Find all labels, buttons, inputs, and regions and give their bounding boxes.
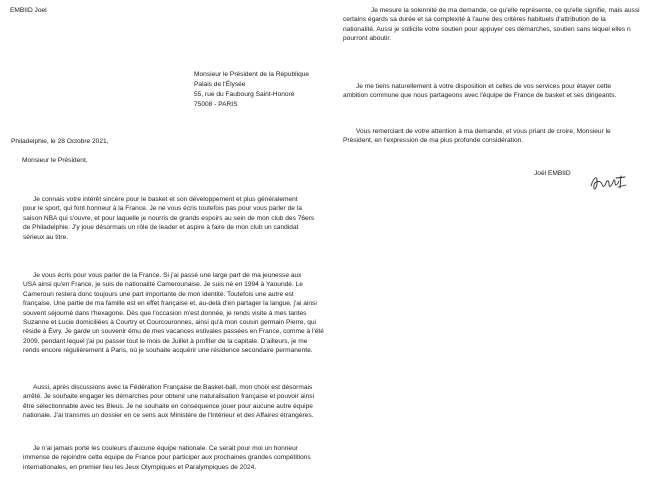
left-paragraph-2 bbox=[23, 271, 324, 356]
text-line: rends encore régulièrement à Paris, où je souhaite acquérir une résidence secondaire permanente. bbox=[23, 347, 313, 355]
text-line: Je n'ai jamais porté les couleurs d'aucune équipe nationale. Ce serait pour moi un honneur bbox=[33, 445, 298, 452]
text-line: Cameroun restera donc toujours une part importante de mon identité. Toutefois une autre est bbox=[23, 290, 294, 298]
recipient-line: 75008 - PARIS bbox=[194, 101, 238, 108]
text-line: arrêté. Je souhaite engager les démarches pour obtenir une naturalisation française et pouvoir ainsi bbox=[23, 393, 315, 401]
recipient-line: Palais de l'Élysée bbox=[194, 81, 246, 88]
text-line: USA ainsi qu'en France, je suis de nationalité Camerounaise. Je suis né en 1994 à Yaoundé. Le bbox=[23, 281, 303, 289]
text-line: Vous remerciant de votre attention à ma demande, et vous priant de croire, Monsieur le bbox=[356, 128, 611, 135]
text-line: pour le sport, qui font honneur à la France. Je ne vous écris toutefois pas pour vous parler de la bbox=[23, 205, 302, 213]
left-paragraph-1 bbox=[23, 195, 315, 242]
right-paragraph-1 bbox=[343, 6, 640, 44]
text-line: saison NBA qui s'ouvre, et pour laquelle je nourris de grands espoirs au sein de mon club des 76ers bbox=[23, 214, 315, 222]
text-line: réside à Évry. Je garde un souvenir ému de mes vacances estivales passées en France, comme à l'été bbox=[23, 328, 324, 336]
recipient-line: 55, rue du Faubourg Saint-Honoré bbox=[194, 91, 295, 98]
text-line: pourront aboutir. bbox=[343, 35, 392, 43]
text-line: nationalité. Aussi je sollicite votre soutien pour appuyer ces démarches, soutien sans lequel elles n bbox=[343, 25, 631, 33]
text-line: Je connais votre intérêt sincère pour le basket et son développement et plus généralement bbox=[33, 196, 298, 203]
text-line: française. Une partie de ma famille est en effet française et, au-delà d'en partager la langue, j'ai ainsi bbox=[23, 300, 317, 308]
left-paragraph-3 bbox=[23, 383, 315, 421]
text-line: de Philadelphie. J'y joue désormais un rôle de leader et aspire à faire de mon club un candidat bbox=[23, 224, 299, 232]
text-line: 2009, pendant lequel j'ai pu passer tout le mois de Juillet à profiter de la capitale. D'ailleurs, je me bbox=[23, 337, 308, 345]
recipient-line: Monsieur le Président de la République bbox=[194, 71, 310, 78]
text-line: Aussi, après discussions avec la Fédération Française de Basket-ball, mon choix est désormais bbox=[33, 384, 313, 391]
text-line: nationale. J'ai transmis un dossier en ce sens aux Ministère de l'Intérieur et des Affaires étrangères. bbox=[23, 412, 314, 420]
text-line: souvent séjourné dans l'hexagone. Dès que l'occasion m'est donnée, je rends visite à mes tantes bbox=[23, 309, 307, 317]
right-paragraph-2 bbox=[343, 82, 617, 101]
text-line: certains égards sa durée et sa complexité à l'aune des critères habituels d'attribution de la bbox=[343, 16, 606, 24]
text-line: Suzanne et Lucie domiciliées à Courtry et Courcouronnes, ainsi qu'à mon cousin germain Pierre, qui bbox=[23, 319, 317, 327]
text-line: internationales, en premier lieu les Jeux Olympiques et Paralympiques de 2024. bbox=[23, 463, 257, 471]
sender-name: EMBIID Joel bbox=[10, 7, 47, 14]
salutation: Monsieur le Président, bbox=[22, 157, 88, 164]
text-line: immense de rejoindre cette équipe de France pour participer aux prochaines grandes compétitions bbox=[23, 454, 311, 462]
text-line: Je vous écris pour vous parler de la France. Si j'ai passé une large part de ma jeunesse aux bbox=[33, 272, 302, 279]
signature-name: Joël EMBIID bbox=[534, 170, 571, 177]
text-line: ambition commune que nous partageons avec l'équipe de France de basket et ses dirigeants. bbox=[343, 92, 617, 100]
left-paragraph-4 bbox=[23, 444, 311, 472]
right-paragraph-3 bbox=[343, 127, 611, 146]
handwritten-signature bbox=[588, 172, 628, 194]
text-line: Je mesure la solennité de ma demande, ce qu'elle représente, ce qu'elle signifie, mais aussi bbox=[371, 7, 640, 14]
text-line: être sélectionnable avec les Bleus. Je ne souhaite en conséquence jouer pour aucune autre équipe bbox=[23, 402, 313, 410]
text-line: Président, en l'expression de ma plus profonde considération. bbox=[343, 137, 524, 145]
text-line: Je me tiens naturellement à votre disposition et celles de vos services pour étayer cette bbox=[356, 83, 612, 90]
text-line: sérieux au titre. bbox=[23, 233, 69, 241]
place-date: Philadelphie, le 28 Octobre 2021, bbox=[11, 138, 109, 145]
